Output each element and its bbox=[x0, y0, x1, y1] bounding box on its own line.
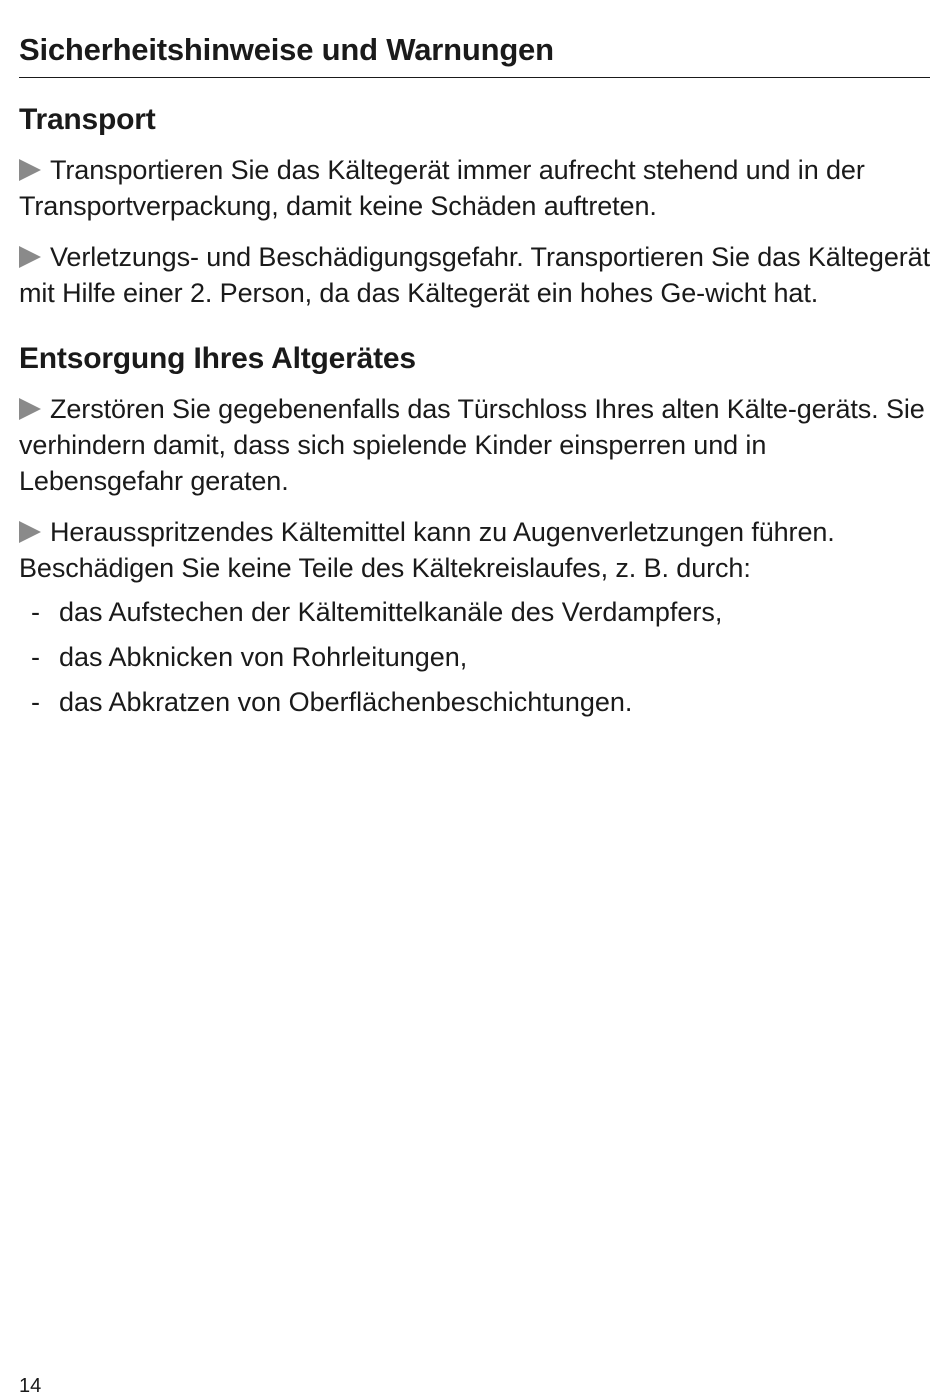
paragraph-transport-injury bbox=[19, 239, 930, 311]
dash-marker: - bbox=[31, 642, 40, 672]
paragraph-text: Verletzungs- und Beschädigungsgefahr. Transportieren Sie das Kältegerät mit Hilfe einer 2. Person, da das Kältegerät ein hohes Ge-wicht hat. bbox=[19, 242, 930, 308]
paragraph-text: Transportieren Sie das Kältegerät immer aufrecht stehend und in der Transportverpackung, damit keine Schäden auftreten. bbox=[19, 155, 865, 221]
paragraph-text: Herausspritzendes Kältemittel kann zu Augenverletzungen führen. Beschädigen Sie keine Teile des Kältekreislaufes, z. B. durch: bbox=[19, 517, 835, 583]
dash-marker: - bbox=[31, 687, 40, 717]
triangle-arrow-icon bbox=[19, 398, 41, 420]
triangle-arrow-icon bbox=[19, 246, 41, 268]
triangle-arrow-icon bbox=[19, 159, 41, 181]
dash-marker: - bbox=[31, 597, 40, 627]
section-heading-transport: Transport bbox=[19, 103, 156, 136]
damage-cause-list bbox=[19, 594, 930, 720]
paragraph-disposal-refrigerant bbox=[19, 514, 930, 586]
section-disposal bbox=[19, 341, 930, 720]
paragraph-text: Zerstören Sie gegebenenfalls das Türschloss Ihres alten Kälte-geräts. Sie verhindern damit, dass sich spielende Kinder einsperren und in Lebensgefahr geraten. bbox=[19, 394, 925, 496]
document-page bbox=[19, 0, 930, 729]
paragraph-disposal-lock bbox=[19, 391, 930, 499]
list-item bbox=[19, 639, 930, 675]
list-item-text: das Abknicken von Rohrleitungen, bbox=[59, 642, 468, 672]
page-number: 14 bbox=[19, 1375, 42, 1397]
list-item-text: das Aufstechen der Kältemittelkanäle des Verdampfers, bbox=[59, 597, 723, 627]
list-item bbox=[19, 684, 930, 720]
section-heading-disposal: Entsorgung Ihres Altgerätes bbox=[19, 342, 416, 375]
section-transport bbox=[19, 102, 930, 311]
list-item-text: das Abkratzen von Oberflächenbeschichtungen. bbox=[59, 687, 633, 717]
page-title: Sicherheitshinweise und Warnungen bbox=[19, 0, 930, 78]
list-item bbox=[19, 594, 930, 630]
paragraph-transport-upright bbox=[19, 152, 930, 224]
triangle-arrow-icon bbox=[19, 521, 41, 543]
